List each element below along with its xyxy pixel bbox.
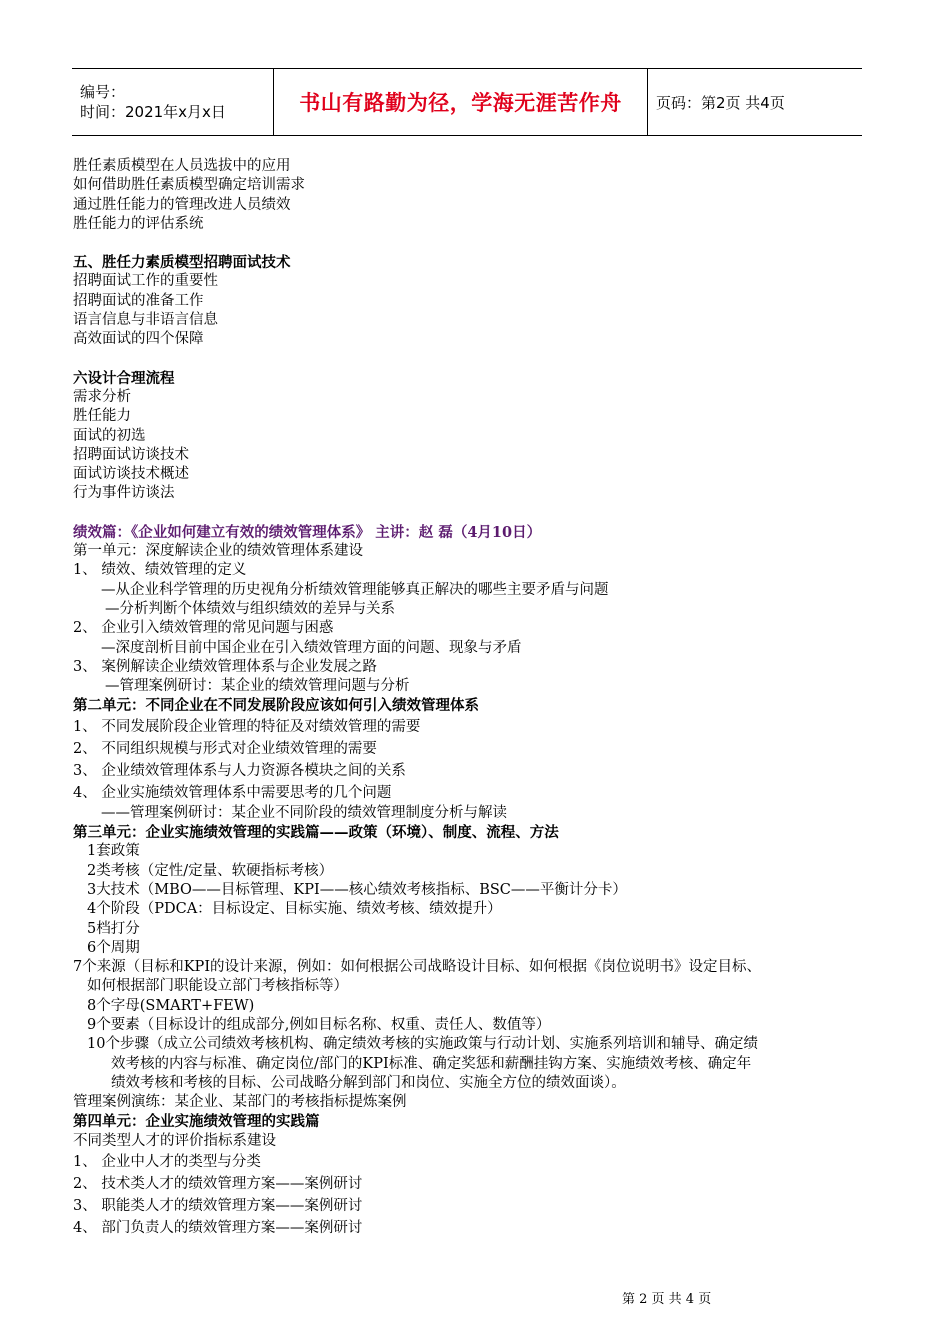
page-header (72, 68, 862, 136)
unit-2-title: 第二单元：不同企业在不同发展阶段应该如何引入绩效管理体系 (73, 697, 479, 715)
list-item: 如何借助胜任素质模型确定培训需求 (73, 177, 305, 194)
list-item: 高效面试的四个保障 (73, 331, 204, 348)
unit-4-subtitle: 不同类型人才的评价指标系建设 (73, 1132, 276, 1149)
document-date: 时间：2021年x月x日 (80, 103, 226, 121)
list-item: 8个字母(SMART+FEW) (87, 997, 255, 1014)
list-item: 语言信息与非语言信息 (73, 312, 218, 329)
performance-heading: 绩效篇：《企业如何建立有效的绩效管理体系》 主讲：赵 磊（4月10日） (73, 523, 542, 541)
list-item: 4个阶段（PDCA：目标设定、目标实施、绩效考核、绩效提升） (87, 901, 502, 918)
list-subitem: —从企业科学管理的历史视角分析绩效管理能够真正解决的哪些主要矛盾与问题 (101, 581, 609, 598)
header-motto: 书山有路勤为径，学海无涯苦作舟 (299, 91, 622, 115)
list-subitem: —分析判断个体绩效与组织绩效的差异与关系 (105, 600, 395, 617)
list-item: 招聘面试的准备工作 (73, 292, 204, 309)
list-item: 6个周期 (87, 939, 140, 956)
list-subitem: —管理案例研讨：某企业的绩效管理问题与分析 (105, 678, 410, 695)
list-item: 胜任能力的评估系统 (73, 215, 204, 232)
list-item: 5档打分 (87, 920, 140, 937)
list-item-continued: 如何根据部门职能设立部门考核指标等） (87, 978, 348, 995)
list-item: 7个来源（目标和KPI的设计来源，例如：如何根据公司战略设计目标、如何根据《岗位说明书》设定目标、 (73, 959, 762, 976)
unit-3-title: 第三单元：企业实施绩效管理的实践篇——政策（环境）、制度、流程、方法 (73, 824, 559, 842)
list-item: 2、 技术类人才的绩效管理方案——案例研讨 (73, 1176, 363, 1193)
case-exercise: 管理案例演练：某企业、某部门的考核指标提炼案例 (73, 1094, 407, 1111)
list-item: 3、 案例解读企业绩效管理体系与企业发展之路 (73, 658, 377, 675)
document-number: 编号： (80, 83, 126, 101)
list-item: 4、 企业实施绩效管理体系中需要思考的几个问题 (73, 784, 392, 801)
document-body (73, 157, 883, 1239)
list-item: 通过胜任能力的管理改进人员绩效 (73, 196, 291, 213)
list-item: 1套政策 (87, 843, 140, 860)
list-item: 3、 职能类人才的绩效管理方案——案例研讨 (73, 1198, 363, 1215)
section-5-title: 五、胜任力素质模型招聘面试技术 (73, 254, 291, 272)
header-page-number: 页码：第2页 共4页 (656, 93, 785, 112)
list-item: 9个要素（目标设计的组成部分,例如目标名称、权重、责任人、数值等） (87, 1016, 551, 1033)
list-item: 面试访谈技术概述 (73, 466, 189, 483)
list-item: 招聘面试工作的重要性 (73, 273, 218, 290)
list-item: 2类考核（定性/定量、软硬指标考核） (87, 862, 334, 879)
list-item: 胜任素质模型在人员选拔中的应用 (73, 158, 291, 174)
list-subitem: ——管理案例研讨：某企业不同阶段的绩效管理制度分析与解读 (101, 804, 507, 821)
page-footer: 第 2 页 共 4 页 (622, 1292, 712, 1307)
list-item: 1、 不同发展阶段企业管理的特征及对绩效管理的需要 (73, 718, 421, 735)
header-left (72, 69, 273, 135)
list-item: 10个步骤（成立公司绩效考核机构、确定绩效考核的实施政策与行动计划、实施系列培训和辅导、确定绩 (87, 1036, 758, 1053)
list-item: 4、 部门负责人的绩效管理方案——案例研讨 (73, 1220, 363, 1237)
list-item: 1、 企业中人才的类型与分类 (73, 1154, 261, 1171)
list-item: 需求分析 (73, 388, 131, 405)
list-item: 行为事件访谈法 (73, 485, 175, 502)
list-item: 3、 企业绩效管理体系与人力资源各模块之间的关系 (73, 762, 406, 779)
header-center (273, 69, 648, 135)
header-right (648, 69, 862, 135)
list-item: 2、 不同组织规模与形式对企业绩效管理的需要 (73, 740, 377, 757)
list-item: 胜任能力 (73, 408, 131, 425)
list-item: 面试的初选 (73, 427, 146, 444)
list-item: 2、 企业引入绩效管理的常见问题与困惑 (73, 620, 334, 637)
list-item: 招聘面试访谈技术 (73, 446, 189, 463)
list-item: 3大技术（MBO——目标管理、KPI——核心绩效考核指标、BSC——平衡计分卡） (87, 881, 627, 898)
list-item: 1、 绩效、绩效管理的定义 (73, 562, 247, 579)
list-item-continued: 绩效考核和考核的目标、公司战略分解到部门和岗位、实施全方位的绩效面谈）。 (111, 1074, 626, 1091)
unit-4-title: 第四单元：企业实施绩效管理的实践篇 (73, 1113, 320, 1131)
list-item-continued: 效考核的内容与标准、确定岗位/部门的KPI标准、确定奖惩和薪酬挂钩方案、实施绩效考核、确定年 (111, 1055, 752, 1072)
section-6-title: 六设计合理流程 (73, 369, 175, 387)
unit-1-title: 第一单元：深度解读企业的绩效管理体系建设 (73, 543, 363, 560)
list-subitem: —深度剖析目前中国企业在引入绩效管理方面的问题、现象与矛盾 (101, 639, 522, 656)
